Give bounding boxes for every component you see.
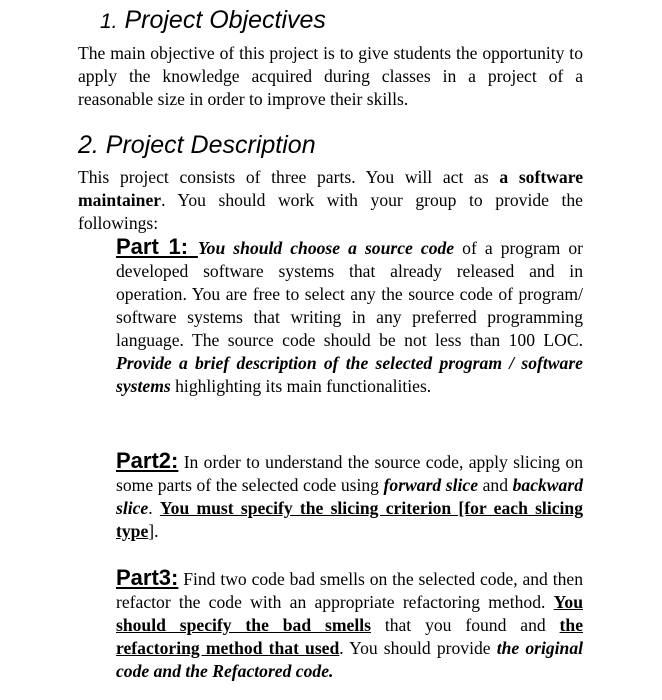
part-3-text-a: Find two code bad smells on the selected code, and then refactor the code with an appropriate refactoring method. <box>116 569 583 612</box>
part-2-paragraph <box>116 449 583 543</box>
part-2-backward-slice: backward slice <box>116 475 583 518</box>
part-1-lead: You should choose a source code <box>197 238 455 258</box>
section-1-title: Project Objectives <box>124 6 326 34</box>
section-2-paragraph <box>78 166 583 235</box>
part-1-text-b: highlighting its main functionalities. <box>170 376 432 396</box>
part-2-slicing-criterion: You must specify the slicing criterion [for each slicing type <box>116 498 583 541</box>
part-3-original-and-refactored: the original code and the Refactored code. <box>116 638 584 681</box>
part-2-and: and <box>478 475 513 495</box>
part-1-title: Part 1: <box>116 234 189 259</box>
part-2-forward-slice: forward slice <box>383 475 479 495</box>
section-2-intro-bold: a software maintainer <box>78 167 584 210</box>
part-1-text-a: of a program or developed software systems that already released and in operation. You are free to select any the source code of program/ software systems that writing in any preferred programming language. The source code should be not less than 100 LOC. <box>116 238 583 350</box>
section-2-intro-a: This project consists of three parts. You will act as <box>78 167 500 187</box>
part-2-end: ]. <box>148 521 159 541</box>
section-1-paragraph: The main objective of this project is to give students the opportunity to apply the knowledge acquired during classes in a project of a reasonable size in order to improve their skills. <box>78 43 583 109</box>
section-1-heading <box>100 4 326 38</box>
part-3-paragraph <box>116 566 583 683</box>
part-3-refactoring-method: the refactoring method that used <box>116 615 583 658</box>
part-1-description-request: Provide a brief description of the selected program / software systems <box>116 353 583 396</box>
section-2-intro-b: . You should work with your group to provide the followings: <box>78 190 583 233</box>
part-2-dot: . <box>148 498 160 518</box>
part-2-text-a: In order to understand the source code, apply slicing on some parts of the selected code using <box>116 452 583 495</box>
section-2-heading: 2. Project Description <box>78 131 316 159</box>
part-2-title: Part2: <box>116 448 179 473</box>
section-1-number: 1. <box>100 10 118 33</box>
part-3-bad-smells: You should specify the bad smells <box>116 592 583 635</box>
part-3-text-b: that you found and <box>370 615 560 635</box>
part-3-title: Part3: <box>116 565 179 590</box>
part-3-text-c: . You should provide <box>339 638 497 658</box>
part-1-paragraph <box>116 235 583 398</box>
